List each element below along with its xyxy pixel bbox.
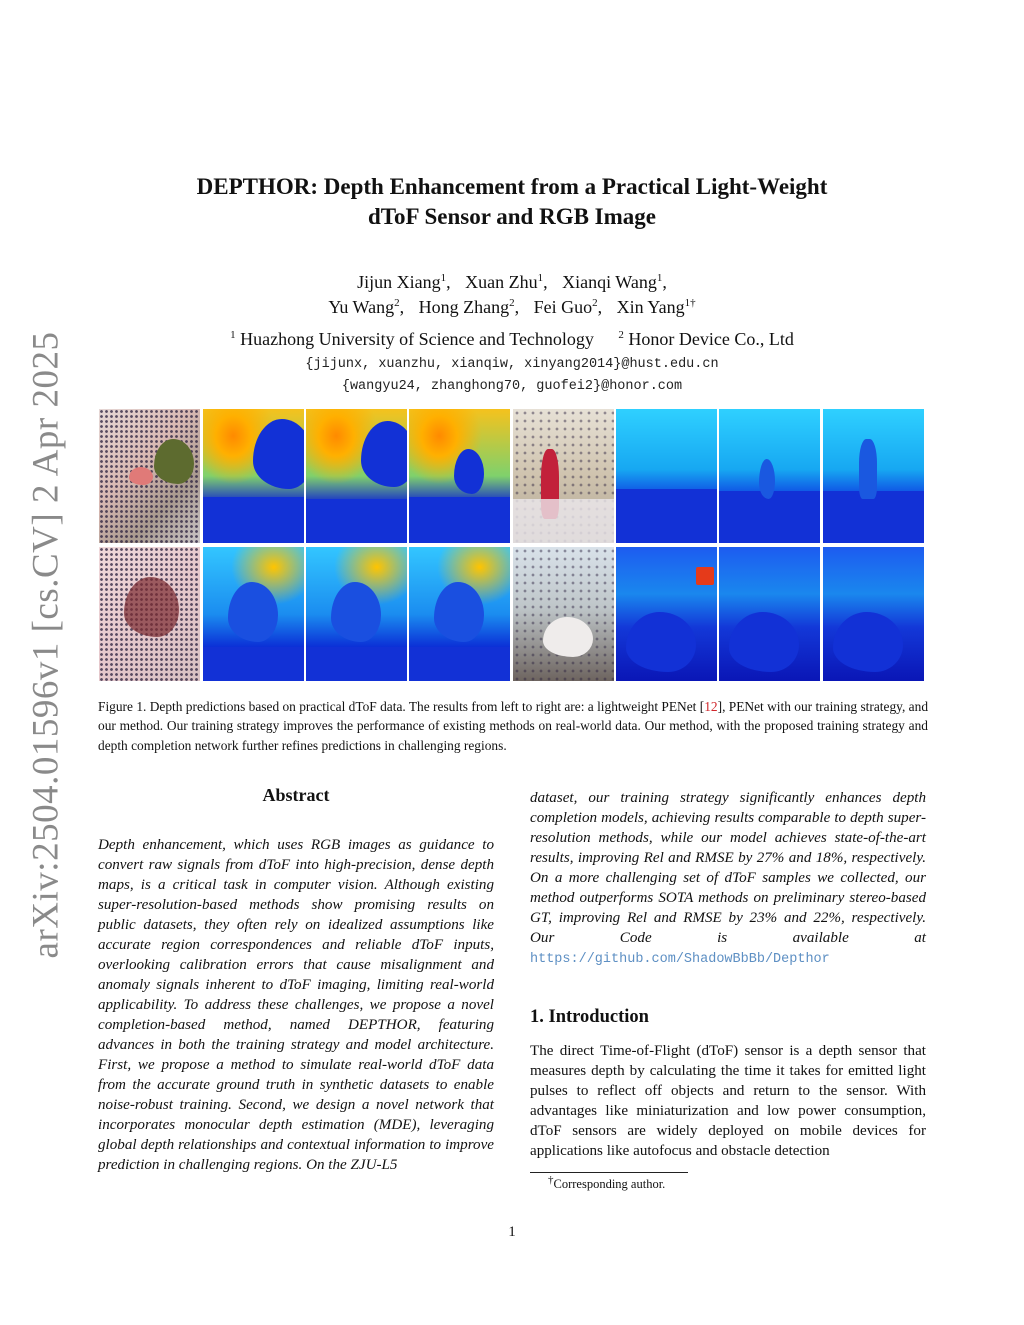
author-row-2 xyxy=(140,295,884,320)
code-repository-link[interactable]: https://github.com/ShadowBbBb/Depthor xyxy=(530,952,830,967)
figure-depth-map xyxy=(306,409,407,543)
figure-rgb-image xyxy=(99,409,200,543)
author: Xuan Zhu$^1$, xyxy=(465,272,548,292)
author: Xianqi Wang$^1$, xyxy=(562,272,667,292)
figure-depth-map xyxy=(719,409,820,543)
author: Jijun Xiang$^1$, xyxy=(357,272,451,292)
arxiv-identifier: arXiv:2504.01596v1 [cs.CV] 2 Apr 2025 xyxy=(25,331,67,959)
author: Hong Zhang$^2$, xyxy=(418,297,520,317)
figure-depth-map xyxy=(306,547,407,681)
affiliation: $^2$ Honor Device Co., Ltd xyxy=(618,329,794,349)
author-row-1 xyxy=(140,270,884,295)
author: Yu Wang$^2$, xyxy=(328,297,405,317)
figure-rgb-image xyxy=(513,547,614,681)
figure-rgb-image xyxy=(513,409,614,543)
figure-depth-map xyxy=(719,547,820,681)
abstract-text-right: dataset, our training strategy significantly enhances depth completion models, achieving results comparable to depth super-resolution methods, while our model achieves state-of-the-art results, improving Rel and RMSE by 27% and 18%, respectively. On a more challenging set of dToF samples we collected, our method outperforms SOTA methods on preliminary stereo-based GT, improving Rel and RMSE by 23% and 22%, respectively. Our Code is available at https://github.com/ShadowBbBb/Depthor xyxy=(530,790,926,967)
figure-1-caption: Figure 1. Depth predictions based on practical dToF data. The results from left to right are: a lightweight PENet [12], PENet with our training strategy, and our method. Our training strategy improves the performance of existing methods on real-world data. Our method, with the proposed training strategy and depth completion network further refines predictions in challenging regions. xyxy=(98,699,929,753)
section-heading-introduction: 1. Introduction xyxy=(530,1007,649,1027)
author-emails xyxy=(140,354,884,398)
figure-depth-map xyxy=(823,547,924,681)
paper-title-line-2: dToF Sensor and RGB Image xyxy=(368,204,656,229)
email-line-1: {jijunx, xuanzhu, xianqiw, xinyang2014}@hust.edu.cn xyxy=(305,357,719,372)
abstract-text-left: Depth enhancement, which uses RGB images as guidance to convert raw signals from dToF into high-precision, dense depth maps, is a critical task in computer vision. Although existing super-resolution-based methods show promising results on public datasets, they often rely on idealized assumptions like accurate region correspondences and reliable dToF inputs, overlooking calibration errors that cause misalignment and anomaly signals inherent to dToF imaging, limiting real-world applicability. To address these challenges, we propose a novel completion-based method, named DEPTHOR, featuring advances in both the training strategy and model architecture. First, we propose a method to simulate real-world dToF data from the accurate ground truth in synthetic datasets to enable noise-robust training. Second, we design a novel network that incorporates monocular depth estimation (MDE), leveraging global depth relationships and contextual information to improve prediction in challenging regions. On the ZJU-L5 xyxy=(98,837,494,1173)
page-number: 1 xyxy=(508,1224,516,1240)
author: Xin Yang$^{1\dagger}$ xyxy=(616,297,696,317)
paper-title xyxy=(140,172,884,232)
affiliation: $^1$ Huazhong University of Science and Technology xyxy=(230,329,594,349)
citation-link[interactable]: 12 xyxy=(704,699,718,714)
figure-depth-map xyxy=(823,409,924,543)
author-list xyxy=(140,270,884,320)
figure-depth-map xyxy=(409,409,510,543)
email-line-2: {wangyu24, zhanghong70, guofei2}@honor.com xyxy=(341,379,683,394)
footnote: †Corresponding author. xyxy=(548,1173,666,1191)
figure-depth-map xyxy=(616,409,717,543)
figure-depth-map xyxy=(203,547,304,681)
figure-depth-map xyxy=(203,409,304,543)
introduction-text: The direct Time-of-Flight (dToF) sensor is a depth sensor that measures depth by calculating the time it takes for emitted light pulses to reflect off objects and return to the sensor. With advantages like miniaturization and low power consumption, dToF sensors are widely deployed on mobile devices for applications like autofocus and obstacle detection xyxy=(530,1043,926,1159)
figure-rgb-image xyxy=(99,547,200,681)
abstract-heading: Abstract xyxy=(262,785,330,805)
figure-depth-map xyxy=(616,547,717,681)
figure-1-grid xyxy=(99,409,926,683)
affiliations xyxy=(140,327,884,351)
paper-title-line-1: DEPTHOR: Depth Enhancement from a Practical Light-Weight xyxy=(196,174,828,199)
footnote-divider xyxy=(530,1172,688,1173)
figure-depth-map xyxy=(409,547,510,681)
author: Fei Guo$^2$, xyxy=(533,297,603,317)
